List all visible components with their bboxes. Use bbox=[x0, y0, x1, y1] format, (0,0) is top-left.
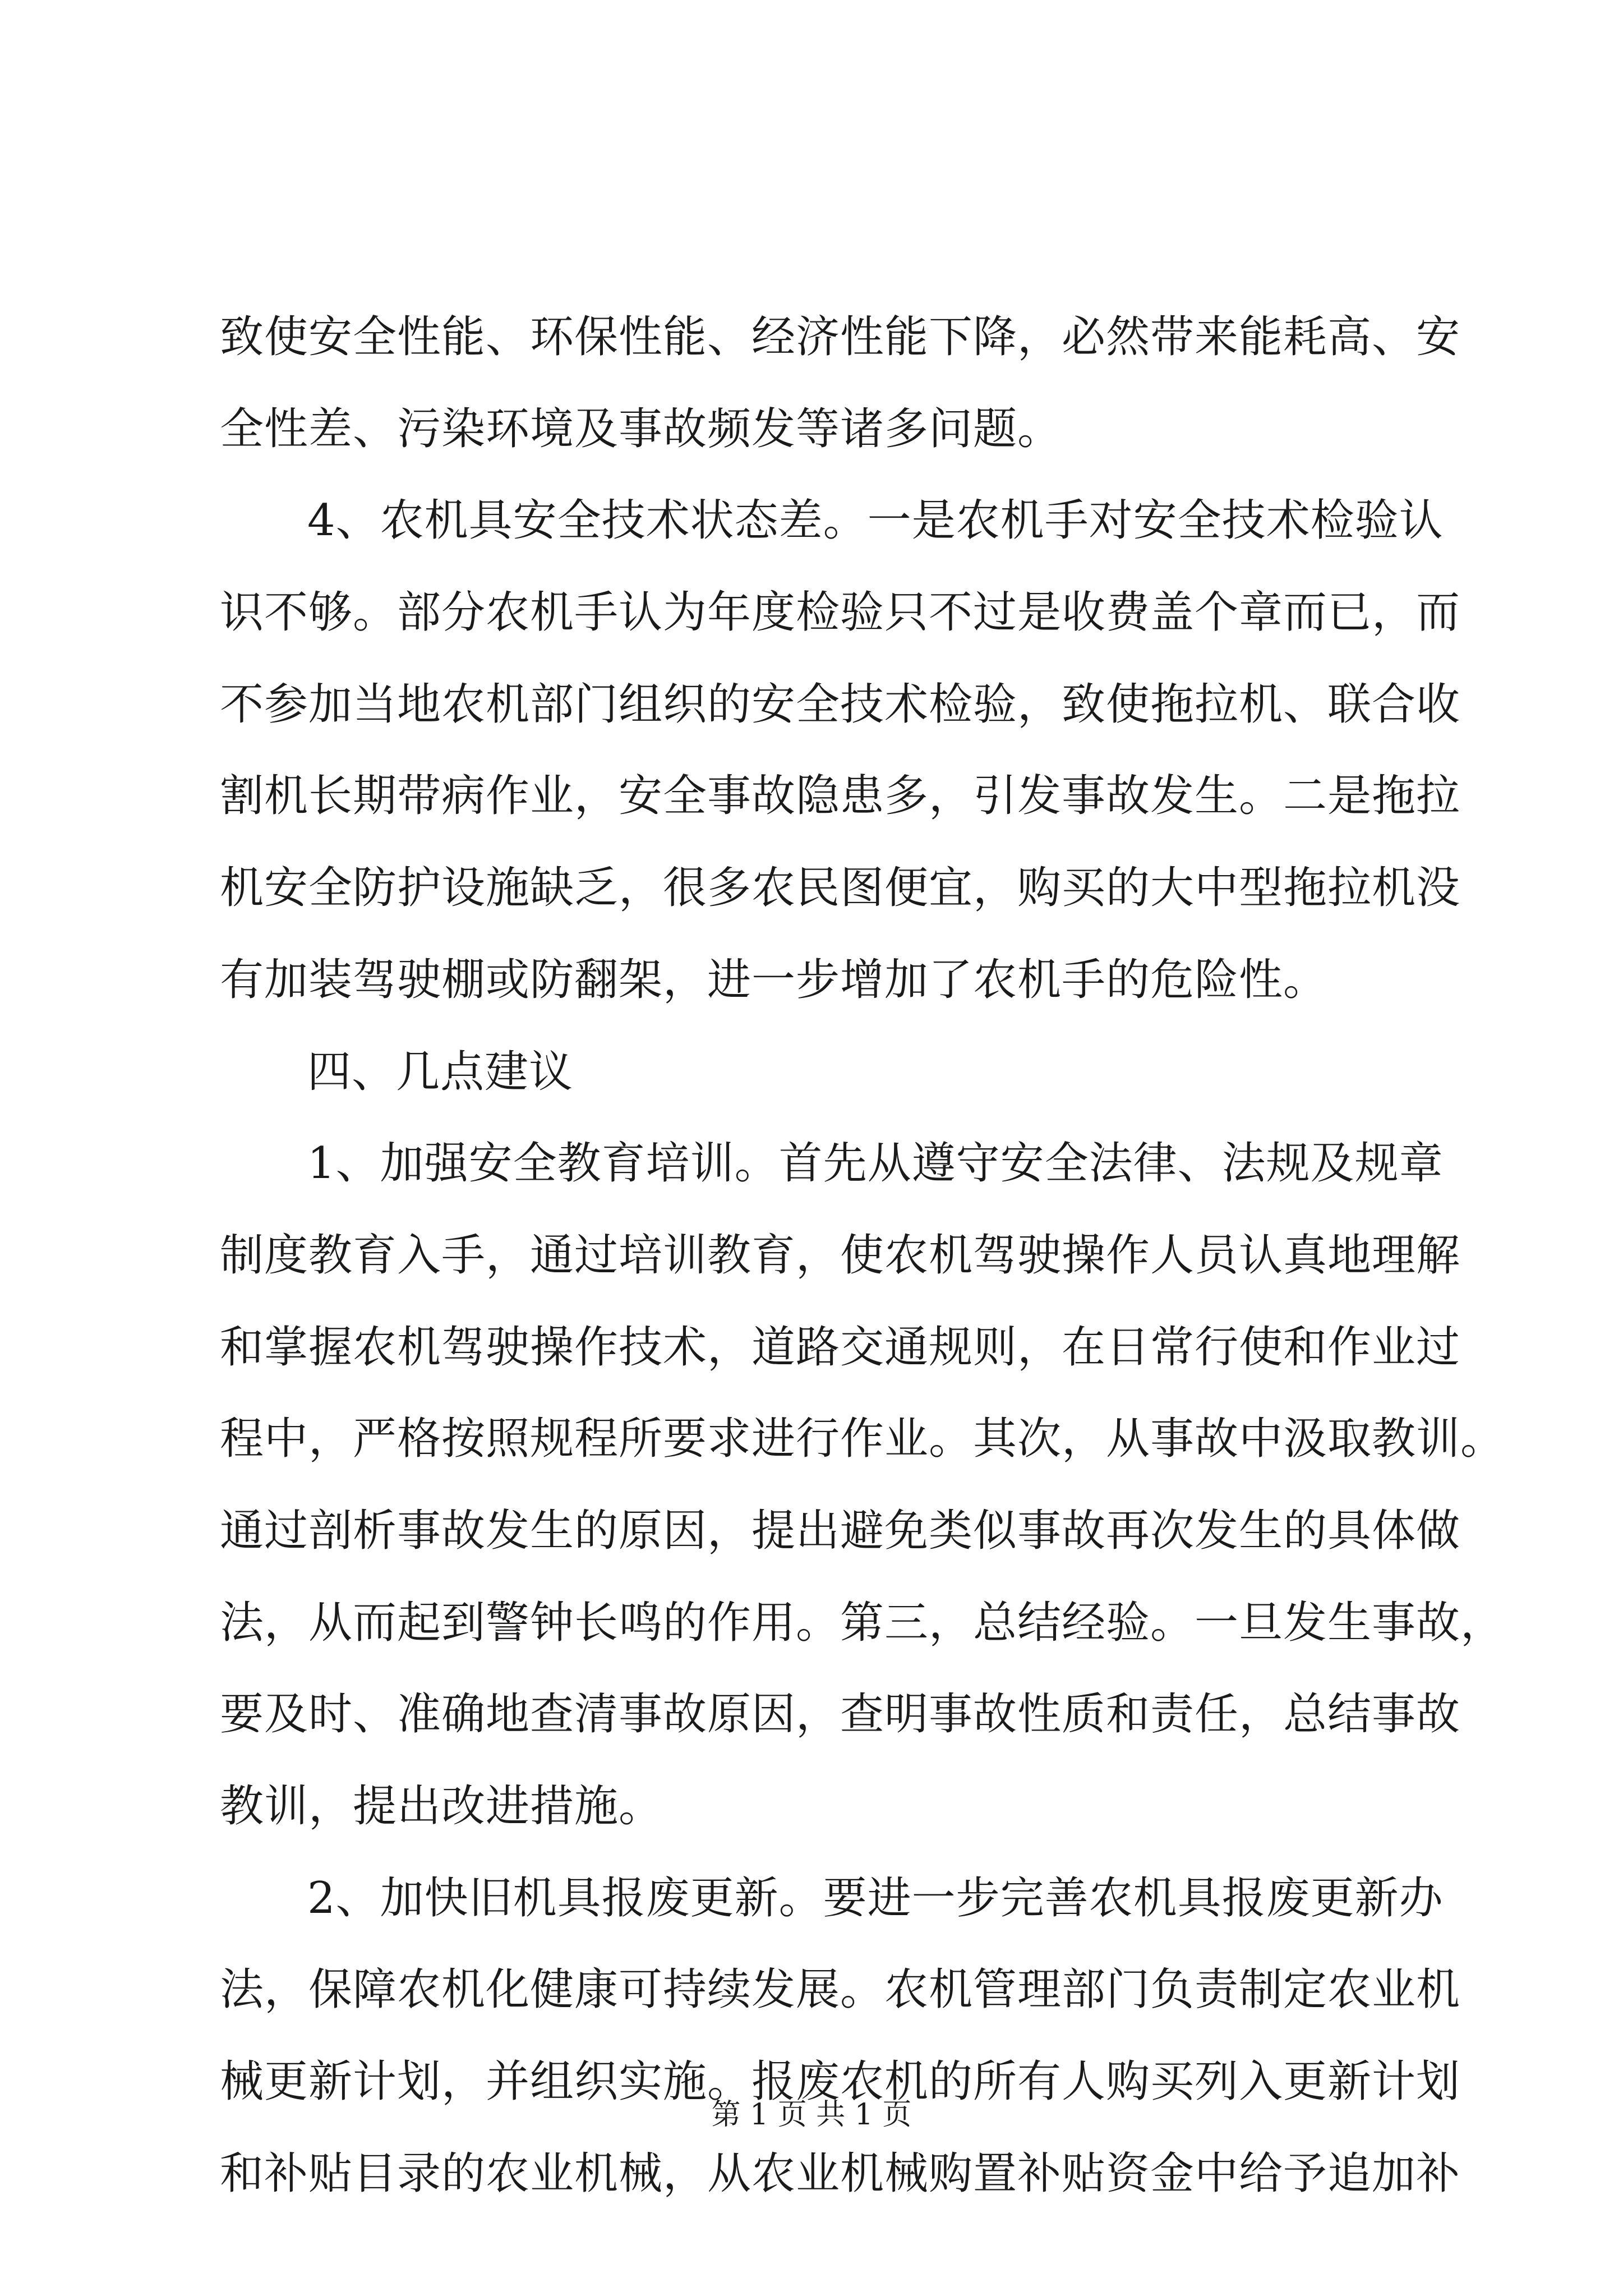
text-line: 全性差、污染环境及事故频发等诸多问题。 bbox=[220, 403, 1062, 454]
text-line: 割机长期带病作业，安全事故隐患多，引发事故发生。二是拖拉 bbox=[220, 771, 1461, 822]
text-line: 识不够。部分农机手认为年度检验只不过是收费盖个章而已，而 bbox=[220, 587, 1461, 638]
text-line: 1、加强安全教育培训。首先从遵守安全法律、法规及规章 bbox=[307, 1138, 1444, 1189]
text-line: 2、加快旧机具报废更新。要进一步完善农机具报废更新办 bbox=[307, 1872, 1444, 1924]
text-line: 致使安全性能、环保性能、经济性能下降，必然带来能耗高、安 bbox=[220, 312, 1461, 362]
text-line: 法，从而起到警钟长鸣的作用。第三，总结经验。一旦发生事故， bbox=[220, 1597, 1505, 1648]
text-line: 和掌握农机驾驶操作技术，道路交通规则，在日常行使和作业过 bbox=[220, 1322, 1461, 1373]
text-line: 有加装驾驶棚或防翻架，进一步增加了农机手的危险性。 bbox=[220, 954, 1328, 1005]
text-line: 和补贴目录的农业机械，从农业机械购置补贴资金中给予追加补 bbox=[220, 2148, 1461, 2199]
document-body bbox=[220, 292, 1505, 2220]
text-line: 机安全防护设施缺乏，很多农民图便宜，购买的大中型拖拉机没 bbox=[220, 863, 1461, 914]
text-line: 械更新计划，并组织实施。报废农机的所有人购买列入更新计划 bbox=[220, 2056, 1461, 2108]
text-line: 四、几点建议 bbox=[307, 1046, 574, 1097]
text-line: 程中，严格按照规程所要求进行作业。其次，从事故中汲取教训。 bbox=[220, 1414, 1505, 1465]
page-footer: 第 1 页 共 1 页 bbox=[711, 2098, 912, 2132]
text-line: 4、农机具安全技术状态差。一是农机手对安全技术检验认 bbox=[307, 495, 1444, 546]
text-line: 法，保障农机化健康可持续发展。农机管理部门负责制定农业机 bbox=[220, 1964, 1461, 2016]
text-line: 不参加当地农机部门组织的安全技术检验，致使拖拉机、联合收 bbox=[220, 679, 1461, 730]
text-line: 通过剖析事故发生的原因，提出避免类似事故再次发生的具体做 bbox=[220, 1505, 1461, 1556]
text-line: 制度教育入手，通过培训教育，使农机驾驶操作人员认真地理解 bbox=[220, 1230, 1461, 1281]
text-line: 教训，提出改进措施。 bbox=[220, 1781, 663, 1832]
text-line: 要及时、准确地查清事故原因，查明事故性质和责任，总结事故 bbox=[220, 1689, 1461, 1740]
